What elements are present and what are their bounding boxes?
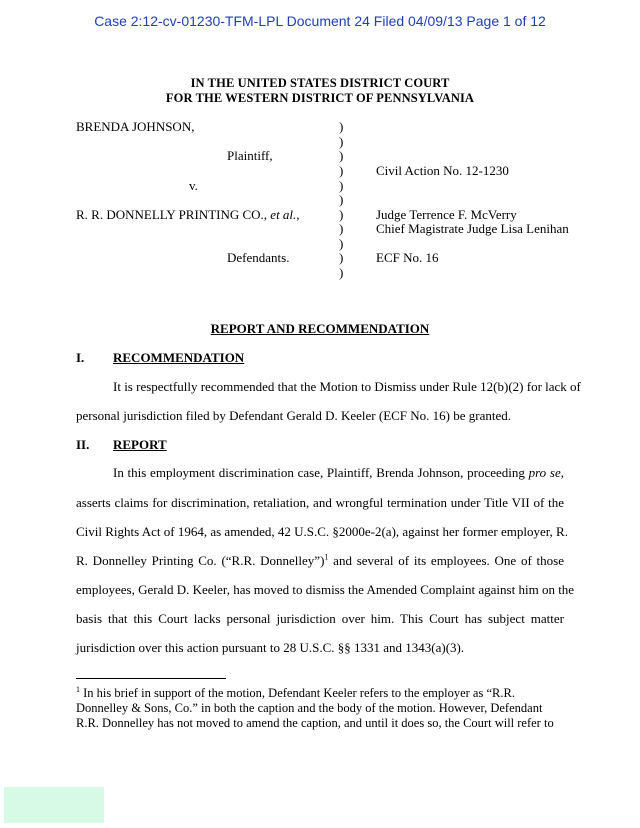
plaintiff-name: BRENDA JOHNSON, <box>76 119 195 134</box>
caption-paren: ) <box>339 134 344 149</box>
ecf-number: ECF No. 16 <box>376 250 439 265</box>
court-name-line1: IN THE UNITED STATES DISTRICT COURT <box>190 76 450 90</box>
section-number: II. <box>76 437 90 452</box>
caption-paren: ) <box>339 163 344 178</box>
civil-action-number: Civil Action No. 12-1230 <box>376 163 509 178</box>
footnote-ref: 1 <box>324 552 329 562</box>
caption-paren: ) <box>339 119 344 134</box>
paragraph-line: Civil Rights Act of 1964, as amended, 42 U.S.C. §2000e-2(a), against her former employer, R. <box>76 524 568 539</box>
versus: v. <box>189 178 198 193</box>
caption-paren: ) <box>339 236 344 251</box>
ecf-header-stamp: Case 2:12-cv-01230-TFM-LPL Document 24 Filed 04/09/13 Page 1 of 12 <box>94 13 546 29</box>
footnote-number: 1 <box>76 684 80 694</box>
caption-paren: ) <box>339 192 344 207</box>
caption-paren: ) <box>339 178 344 193</box>
defendant-role: Defendants. <box>227 250 290 265</box>
paragraph-line: basis that this Court lacks personal jurisdiction over him. This Court has subject matter <box>76 611 564 626</box>
document-title: REPORT AND RECOMMENDATION <box>210 321 430 336</box>
paragraph-line: asserts claims for discrimination, retaliation, and wrongful termination under Title VII of the <box>76 495 564 510</box>
section-title: RECOMMENDATION <box>113 350 245 365</box>
section-number: I. <box>76 350 85 365</box>
defendant-name: R. R. DONNELLY PRINTING CO., et al., <box>76 207 300 222</box>
caption-paren: ) <box>339 250 344 265</box>
paragraph-line: In this employment discrimination case, Plaintiff, Brenda Johnson, proceeding pro se, <box>113 465 564 480</box>
footnote-divider <box>76 678 226 679</box>
footnote-line: Donnelley & Sons, Co.” in both the caption and the body of the motion. However, Defendant <box>76 701 543 715</box>
caption-paren: ) <box>339 221 344 236</box>
caption-paren: ) <box>339 265 344 280</box>
judge-name: Judge Terrence F. McVerry <box>376 207 517 222</box>
footnote-line: R.R. Donnelley has not moved to amend the caption, and until it does so, the Court will refer to <box>76 716 554 730</box>
highlight-box <box>4 787 104 823</box>
paragraph-line: R. Donnelley Printing Co. (“R.R. Donnelley”)$^1$ and several of its employees. One of those <box>76 552 564 568</box>
magistrate-judge-name: Chief Magistrate Judge Lisa Lenihan <box>376 221 569 236</box>
paragraph-line: personal jurisdiction filed by Defendant Gerald D. Keeler (ECF No. 16) be granted. <box>76 408 512 423</box>
section-title: REPORT <box>113 437 167 452</box>
paragraph-line: jurisdiction over this action pursuant to 28 U.S.C. §§ 1331 and 1343(a)(3). <box>76 640 465 655</box>
paragraph-line: It is respectfully recommended that the Motion to Dismiss under Rule 12(b)(2) for lack of <box>113 379 581 394</box>
footnote-line: $^1$ In his brief in support of the motion, Defendant Keeler refers to the employer as “R.R. <box>76 684 515 700</box>
caption-paren: ) <box>339 148 344 163</box>
plaintiff-role: Plaintiff, <box>227 148 273 163</box>
paragraph-line: employees, Gerald D. Keeler, has moved to dismiss the Amended Complaint against him on the <box>76 582 575 597</box>
caption-paren: ) <box>339 207 344 222</box>
court-name-line2: FOR THE WESTERN DISTRICT OF PENNSYLVANIA <box>165 91 475 105</box>
